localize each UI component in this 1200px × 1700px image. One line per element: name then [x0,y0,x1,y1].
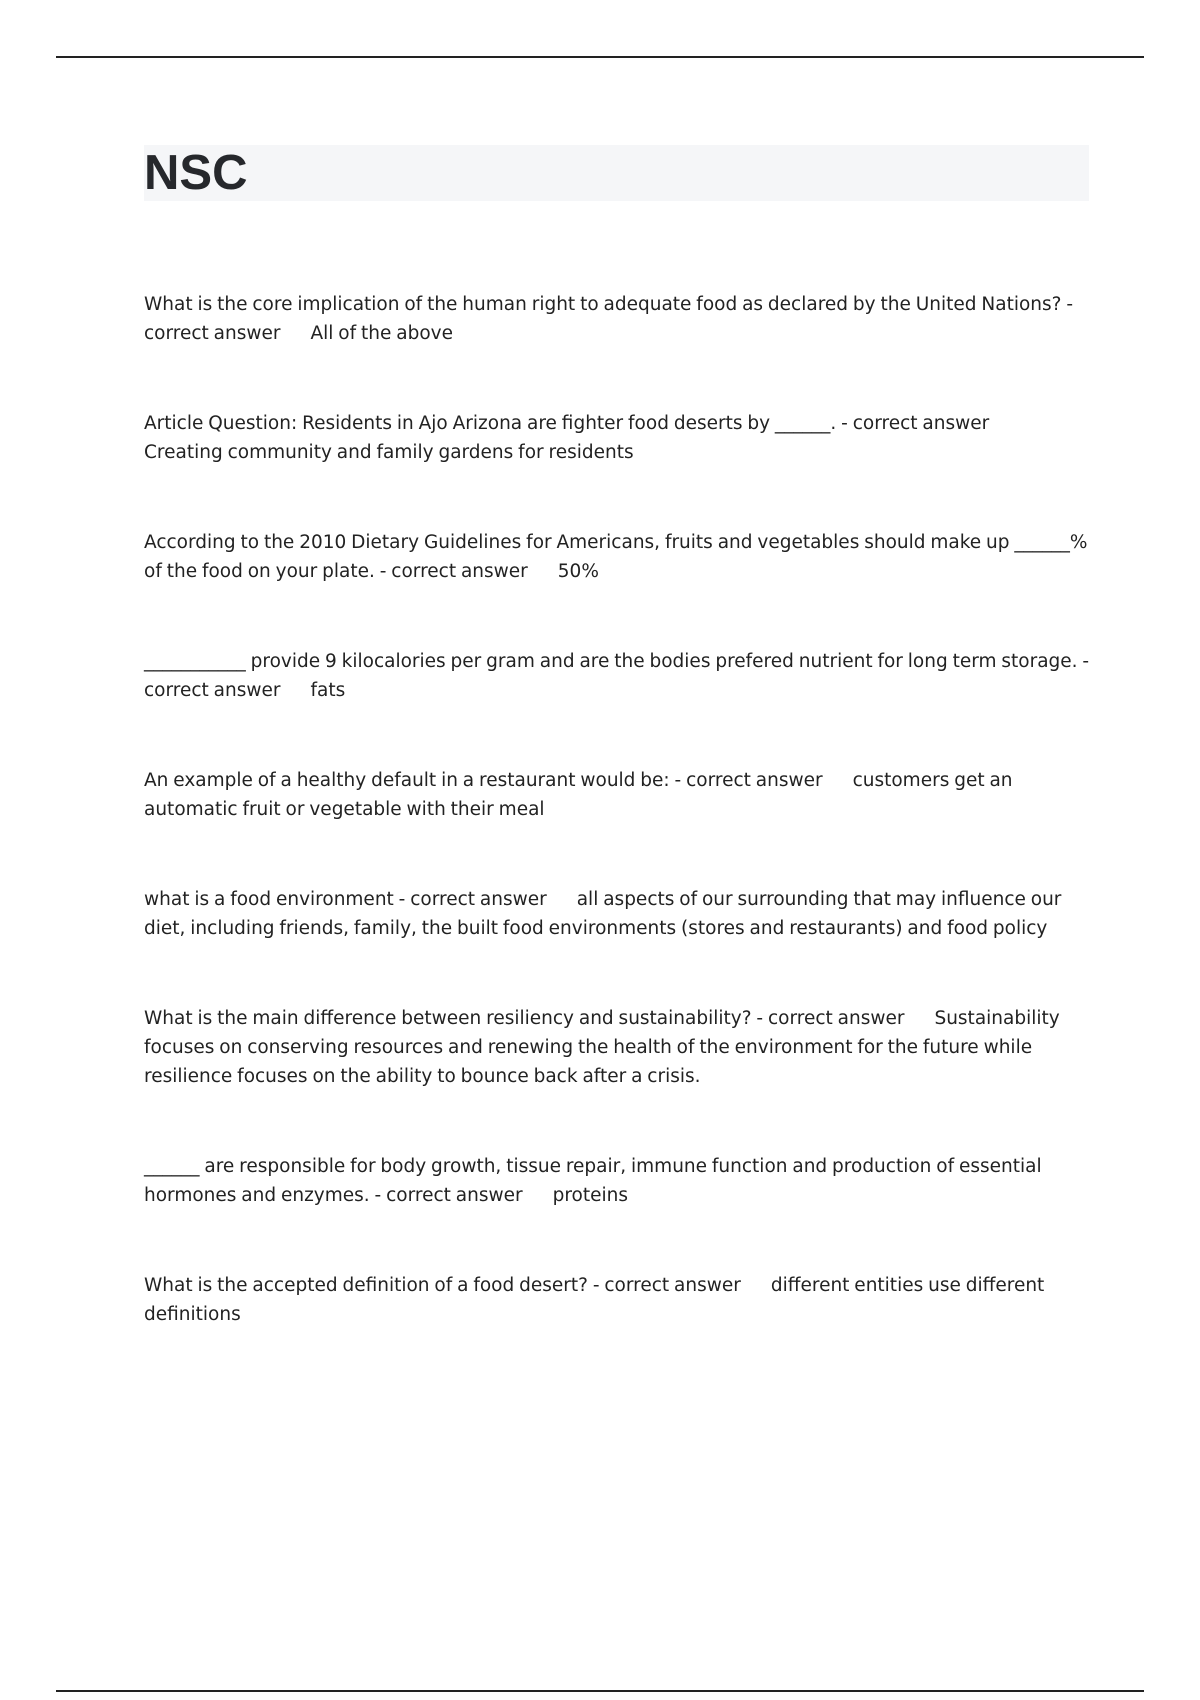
qa-item [144,885,1094,943]
qa-item [144,290,1094,348]
qa-list [144,290,1094,1390]
question-text: What is the core implication of the human right to adequate food as declared by the United Nations? - correct answer [144,294,1074,344]
bottom-divider [56,1690,1144,1692]
answer-text: customers get an automatic fruit or vegetable with their meal [144,770,1013,820]
qa-item [144,1152,1094,1210]
answer-text: Sustainability focuses on conserving resources and renewing the health of the environment for the future while resilience focuses on the ability to bounce back after a crisis. [144,1008,1060,1087]
answer-text: proteins [552,1185,628,1206]
question-text: Article Question: Residents in Ajo Arizona are fighter food deserts by ______. - correct answer [144,413,990,434]
qa-item [144,647,1094,705]
top-divider [56,56,1144,58]
qa-item [144,766,1094,824]
answer-text: fats [310,680,346,701]
question-text: What is the main difference between resiliency and sustainability? - correct answer [144,1008,905,1029]
title-banner [144,145,1089,201]
document-title: NSC [144,146,248,200]
answer-text: Creating community and family gardens for residents [144,442,634,463]
question-text: What is the accepted definition of a food desert? - correct answer [144,1275,741,1296]
answer-text: All of the above [310,323,453,344]
qa-item [144,409,1094,467]
answer-text: different entities use different definitions [144,1275,1045,1325]
answer-text: 50% [557,561,599,582]
question-text: An example of a healthy default in a restaurant would be: - correct answer [144,770,823,791]
qa-item [144,1271,1094,1329]
question-text: ______ are responsible for body growth, tissue repair, immune function and production of essential hormones and enzymes. - correct answer [144,1156,1042,1206]
qa-item [144,528,1094,586]
question-text: ___________ provide 9 kilocalories per gram and are the bodies prefered nutrient for long term storage. - correct answer [144,651,1090,701]
question-text: According to the 2010 Dietary Guidelines for Americans, fruits and vegetables should make up ______% of the food on your plate. - correct answer [144,532,1088,582]
qa-item [144,1004,1094,1091]
question-text: what is a food environment - correct answer [144,889,547,910]
answer-text: all aspects of our surrounding that may influence our diet, including friends, family, the built food environments (stores and restaurants) and food policy [144,889,1062,939]
